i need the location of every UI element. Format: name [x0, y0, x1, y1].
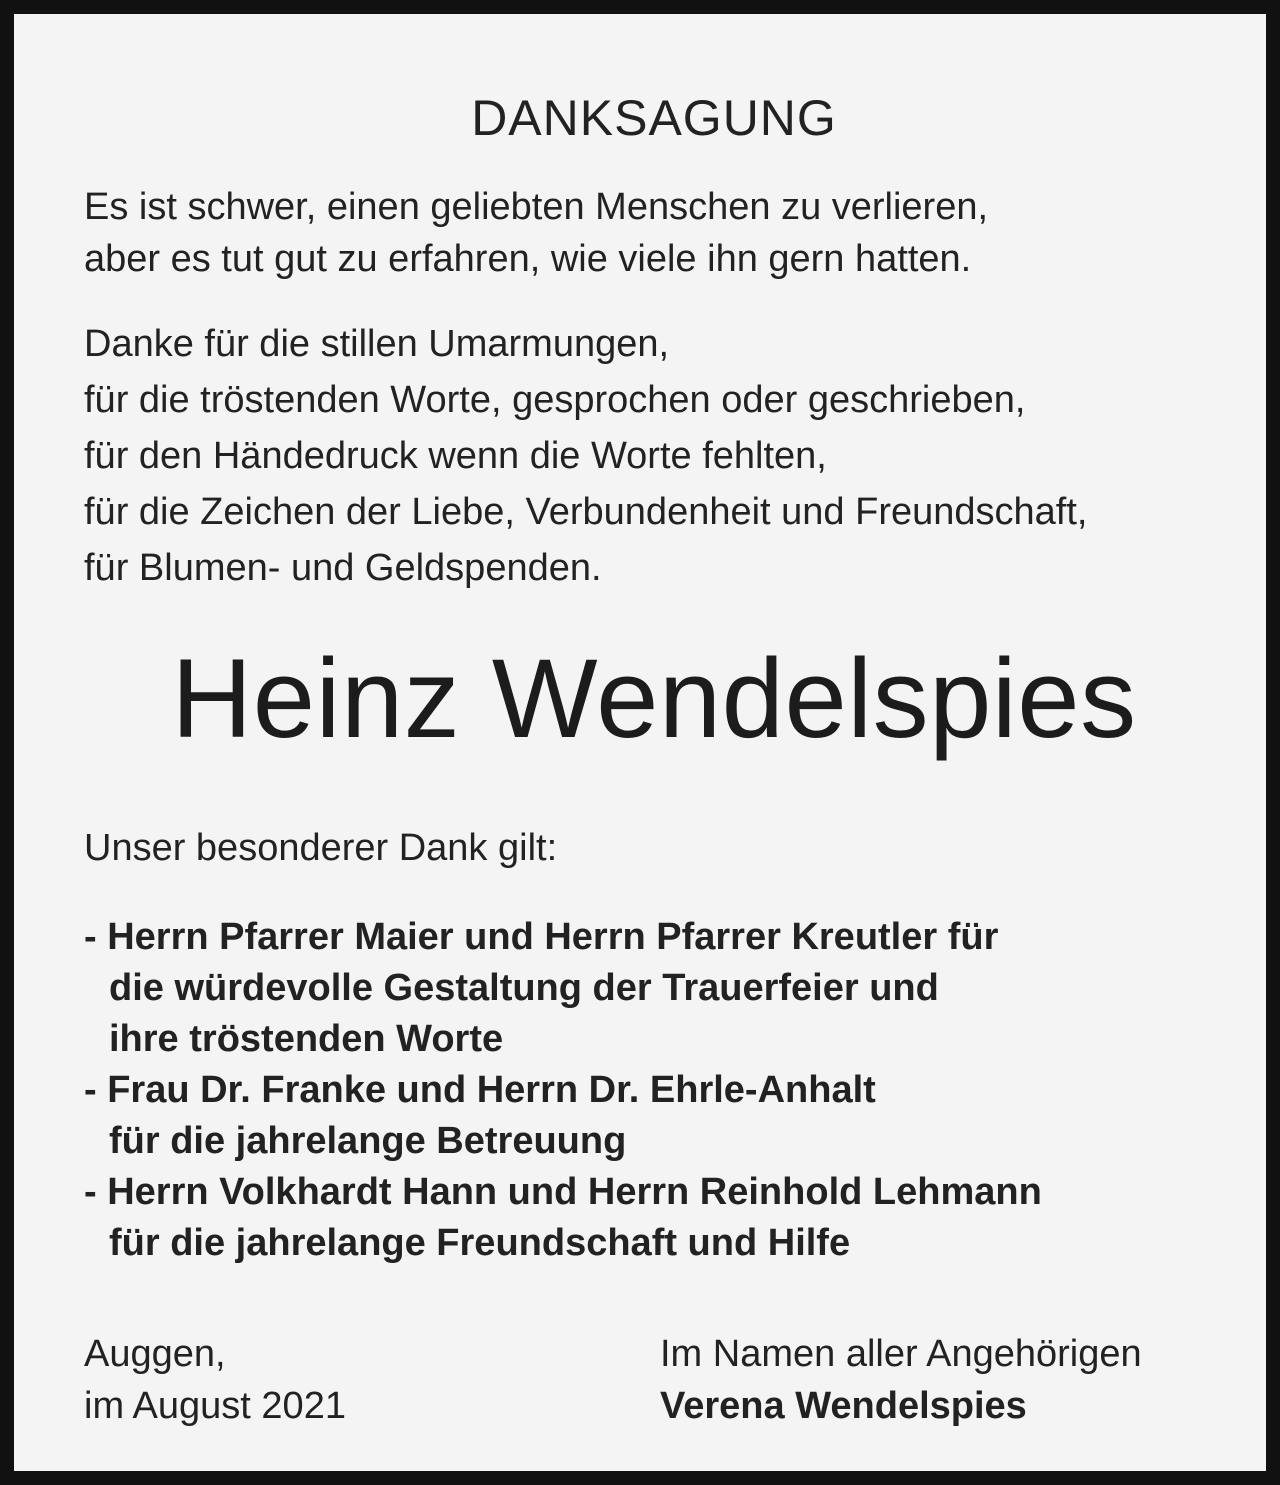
signature-block	[660, 1328, 1142, 1432]
thanks-line: für den Händedruck wenn die Worte fehlten,	[84, 435, 827, 477]
special-thanks-line: - Frau Dr. Franke und Herrn Dr. Ehrle-Anhalt	[84, 1069, 876, 1111]
thanks-paragraph	[84, 316, 1087, 596]
thanks-line: für Blumen- und Geldspenden.	[84, 547, 602, 589]
special-thanks-intro: Unser besonderer Dank gilt:	[84, 827, 558, 869]
notice-heading: DANKSAGUNG	[471, 90, 837, 146]
special-thanks-line: für die jahrelange Freundschaft und Hilfe	[109, 1222, 851, 1264]
signatory-name: Verena Wendelspies	[660, 1385, 1027, 1427]
special-thanks-item	[84, 1167, 1042, 1269]
special-thanks-line: ihre tröstenden Worte	[109, 1018, 504, 1060]
special-thanks-list	[84, 912, 1042, 1269]
special-thanks-item	[84, 912, 1042, 1065]
intro-paragraph	[84, 181, 988, 285]
place-and-date	[84, 1328, 346, 1432]
special-thanks-line: für die jahrelange Betreuung	[109, 1120, 627, 1162]
on-behalf-text: Im Namen aller Angehörigen	[660, 1333, 1142, 1375]
thanks-line: für die tröstenden Worte, gesprochen oder geschrieben,	[84, 379, 1026, 421]
special-thanks-line: die würdevolle Gestaltung der Trauerfeier und	[109, 967, 939, 1009]
intro-line: Es ist schwer, einen geliebten Menschen zu verlieren,	[84, 186, 989, 228]
deceased-name: Heinz Wendelspies	[171, 636, 1137, 761]
special-thanks-line: - Herrn Pfarrer Maier und Herrn Pfarrer Kreutler für	[84, 916, 999, 958]
thanks-line: für die Zeichen der Liebe, Verbundenheit und Freundschaft,	[84, 491, 1088, 533]
date: im August 2021	[84, 1385, 346, 1427]
special-thanks-line: - Herrn Volkhardt Hann und Herrn Reinhold Lehmann	[84, 1171, 1042, 1213]
thanks-line: Danke für die stillen Umarmungen,	[84, 323, 670, 365]
special-thanks-item	[84, 1065, 1042, 1167]
intro-line: aber es tut gut zu erfahren, wie viele ihn gern hatten.	[84, 238, 972, 280]
place: Auggen,	[84, 1333, 226, 1375]
